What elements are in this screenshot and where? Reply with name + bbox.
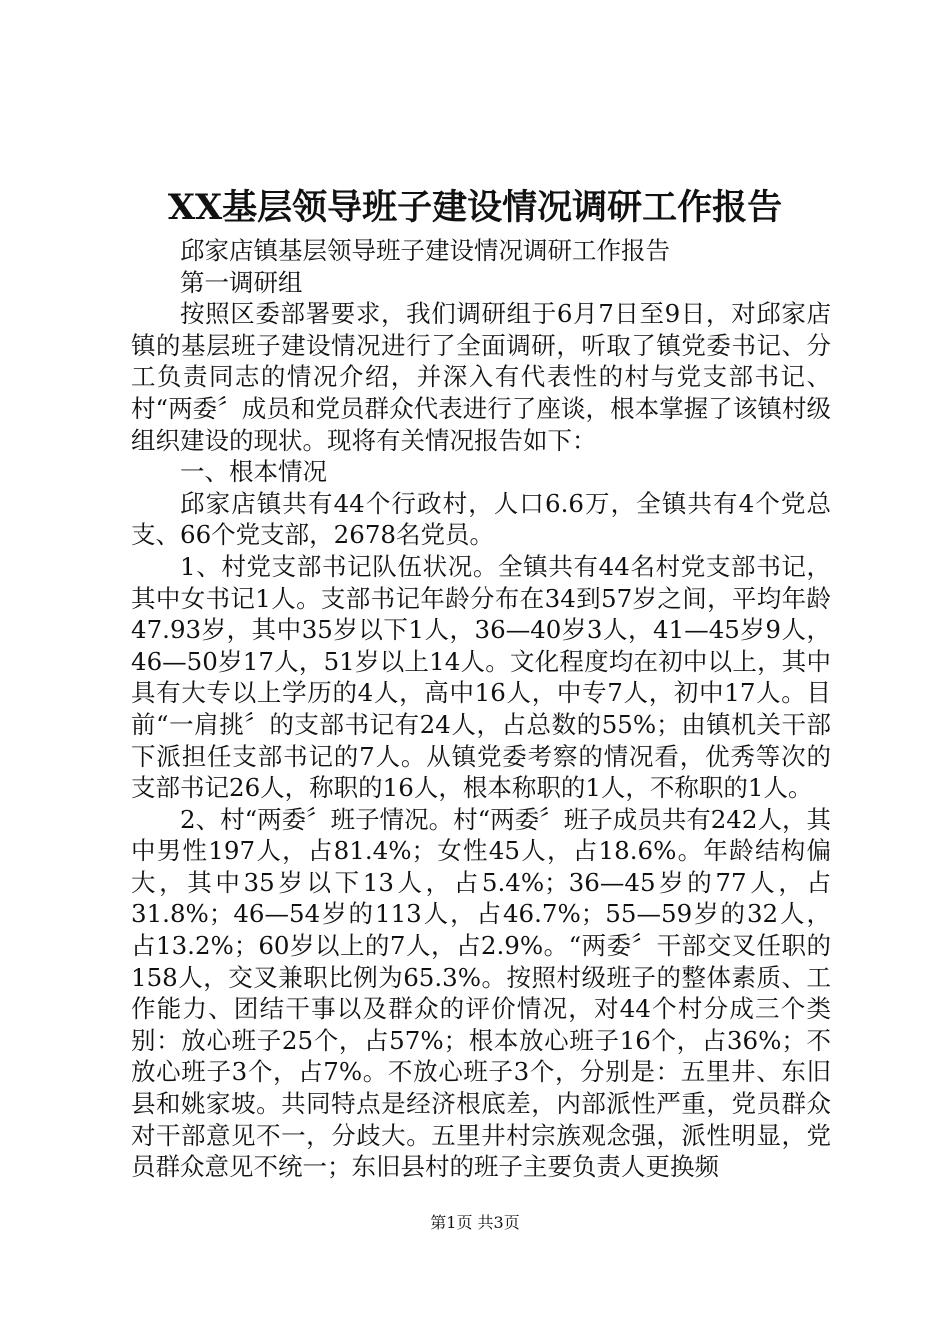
overview-paragraph: 邱家店镇共有44个行政村，人口6.6万，全镇共有4个党总支、66个党支部，2678名党员。 (131, 488, 831, 550)
subtitle-paragraph: 邱家店镇基层领导班子建设情况调研工作报告 (180, 236, 670, 265)
intro-paragraph: 按照区委部署要求，我们调研组于6月7日至9日，对邱家店镇的基层班子建设情况进行了全面调研，听取了镇党委书记、分工负责同志的情况介绍，并深入有代表性的村与党支部书记、村“两委〞成员和党员群众代表进行了座谈，根本掌握了该镇村级组织建设的现状。现将有关情况报告如下： (131, 299, 831, 455)
section-heading: 一、根本情况 (180, 457, 327, 487)
page-footer: 第1页 共3页 (430, 1213, 520, 1232)
committee-paragraph: 2、村“两委〞班子情况。村“两委〞班子成员共有242人，其中男性197人，占81.4%；女性45人，占18.6%。年龄结构偏大，其中35岁以下13人，占5.4%；36—45岁的77人，占31.8%；46—54岁的113人，占46.7%；55—59岁的32人，占13.2%；60岁以上的7人，占2.9%。“两委〞干部交叉任职的158人，交叉兼职比例为65.3%。按照村级班子的整体素质、工作能力、团结干事以及群众的评价情况，对44个村分成三个类别：放心班子25个，占57%；根本放心班子16个，占36%；不放心班子3个，占7%。不放心班子3个，分别是：五里井、东旧县和姚家坡。共同特点是经济根底差，内部派性严重，党员群众对干部意见不一，分歧大。五里井村宗族观念强，派性明显，党员群众意见不统一；东旧县村的班子主要负责人更换频 (131, 804, 832, 1182)
secretary-paragraph: 1、村党支部书记队伍状况。全镇共有44名村党支部书记，其中女书记1人。支部书记年龄分布在34到57岁之间，平均年龄47.93岁，其中35岁以下1人，36—40岁3人，41—45岁9人，46—50岁17人，51岁以上14人。文化程度均在初中以上，其中具有大专以上学历的4人，高中16人，中专7人，初中17人。目前“一肩挑〞的支部书记有24人，占总数的55%；由镇机关干部下派担任支部书记的7人。从镇党委考察的情况看，优秀等次的支部书记26人，称职的16人，根本称职的1人，不称职的1人。 (131, 551, 831, 803)
document-body (131, 235, 831, 1183)
document-title: XX基层领导班子建设情况调研工作报告 (167, 187, 783, 228)
author-paragraph: 第一调研组 (180, 267, 303, 297)
